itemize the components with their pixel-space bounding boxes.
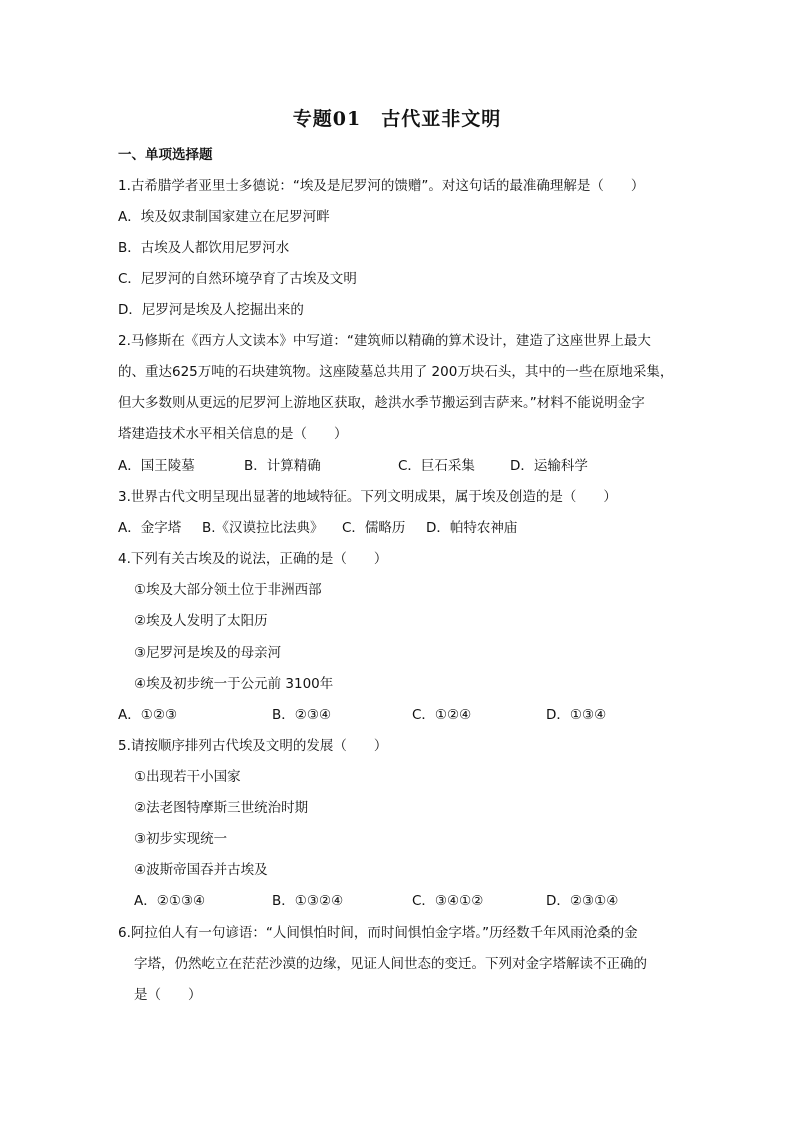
q5-item-2: ②法老图特摩斯三世统治时期 bbox=[134, 800, 309, 816]
q1-option-a: A．埃及奴隶制国家建立在尼罗河畔 bbox=[118, 209, 330, 225]
section-heading: 一、单项选择题 bbox=[118, 147, 213, 163]
q2-stem-line-2: 的、重达625万吨的石块建筑物。这座陵墓总共用了 200万块石头，其中的一些在原地采集， bbox=[118, 364, 674, 380]
q5-item-3: ③初步实现统一 bbox=[134, 831, 228, 847]
q2-option-b: B．计算精确 bbox=[244, 458, 321, 474]
q4-item-3: ③尼罗河是埃及的母亲河 bbox=[134, 645, 282, 661]
q2-stem-line-1: 2.马修斯在《西方人文读本》中写道：“建筑师以精确的算术设计，建造了这座世界上最大 bbox=[118, 333, 651, 349]
q4-item-1: ①埃及大部分领土位于非洲西部 bbox=[134, 582, 322, 598]
q2-option-c: C．巨石采集 bbox=[398, 458, 475, 474]
q6-stem-line-2: 字塔，仍然屹立在茫茫沙漠的边缘，见证人间世态的变迁。下列对金字塔解读不正确的 bbox=[134, 956, 647, 972]
q6-stem-line-3: 是（ ） bbox=[134, 987, 202, 1003]
q4-stem: 4.下列有关古埃及的说法，正确的是（ ） bbox=[118, 551, 388, 567]
q2-stem-line-4: 塔建造技术水平相关信息的是（ ） bbox=[118, 426, 348, 442]
q2-option-d: D．运输科学 bbox=[510, 458, 588, 474]
q2-option-a: A．国王陵墓 bbox=[118, 458, 195, 474]
q1-stem: 1.古希腊学者亚里士多德说：“埃及是尼罗河的馈赠”。对这句话的最准确理解是（ ） bbox=[118, 178, 645, 194]
q3-option-c: C．儒略历 bbox=[342, 520, 406, 536]
q3-stem: 3.世界古代文明呈现出显著的地域特征。下列文明成果，属于埃及创造的是（ ） bbox=[118, 489, 617, 505]
q4-item-4: ④埃及初步统一于公元前 3100年 bbox=[134, 676, 334, 692]
q2-stem-line-3: 但大多数则从更远的尼罗河上游地区获取，趁洪水季节搬运到吉萨来。”材料不能说明金字 bbox=[118, 395, 645, 411]
q4-option-d: D．①③④ bbox=[546, 707, 607, 723]
q1-option-d: D．尼罗河是埃及人挖掘出来的 bbox=[118, 302, 304, 318]
q4-option-a: A．①②③ bbox=[118, 707, 178, 723]
q5-stem: 5.请按顺序排列古代埃及文明的发展（ ） bbox=[118, 738, 388, 754]
q1-option-b: B．古埃及人都饮用尼罗河水 bbox=[118, 240, 290, 256]
q6-stem-line-1: 6.阿拉伯人有一句谚语：“人间惧怕时间，而时间惧怕金字塔。”历经数千年风雨沧桑的金 bbox=[118, 925, 638, 941]
q4-item-2: ②埃及人发明了太阳历 bbox=[134, 613, 268, 629]
q3-option-b: B.《汉谟拉比法典》 bbox=[202, 520, 324, 536]
q1-option-c: C．尼罗河的自然环境孕育了古埃及文明 bbox=[118, 271, 357, 287]
page-title: 专题01 古代亚非文明 bbox=[292, 108, 502, 130]
q5-item-1: ①出现若干小国家 bbox=[134, 769, 241, 785]
q5-option-b: B．①③②④ bbox=[272, 893, 344, 909]
q5-option-d: D．②③①④ bbox=[546, 893, 619, 909]
q3-option-d: D．帕特农神庙 bbox=[426, 520, 518, 536]
q5-item-4: ④波斯帝国吞并古埃及 bbox=[134, 862, 268, 878]
q5-option-a: A．②①③④ bbox=[134, 893, 206, 909]
q5-option-c: C．③④①② bbox=[412, 893, 484, 909]
q4-option-c: C．①②④ bbox=[412, 707, 472, 723]
q4-option-b: B．②③④ bbox=[272, 707, 332, 723]
q3-option-a: A．金字塔 bbox=[118, 520, 182, 536]
